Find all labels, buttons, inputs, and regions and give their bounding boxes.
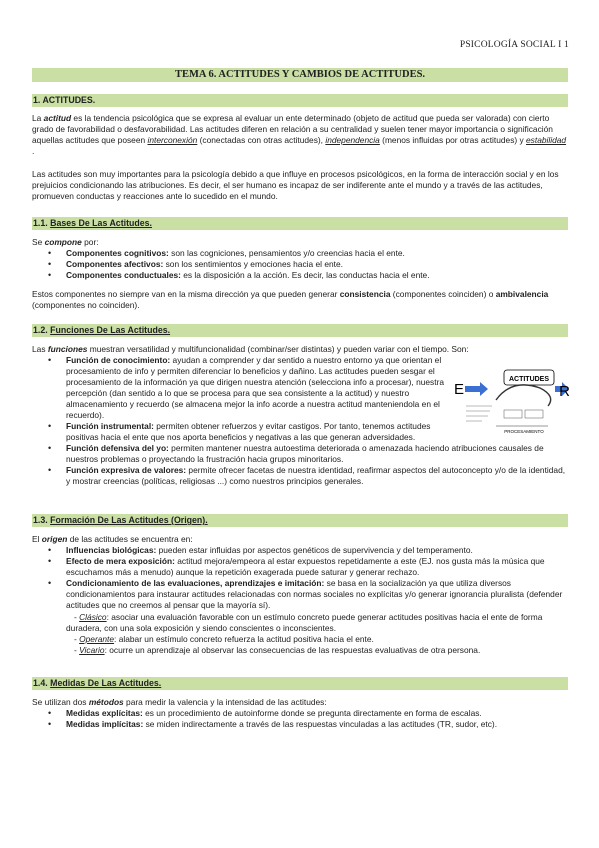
section-heading-funciones: 1.2. Funciones De Las Actitudes. — [32, 324, 568, 337]
funciones-intro: Las funciones muestran versatilidad y multifuncionalidad (combinar/ser distintas) y pueden variar con el tiempo. Son: — [32, 344, 469, 354]
list-item: • Condicionamiento de las evaluaciones, aprendizajes e imitación: se basa en la socialización ya que utiliza diversos condicionamientos para instaurar actitudes relacionadas con normas sociales no explícitas y/o generar ignorancia pluralista (defender actitudes que no creemos al pensar que la mayoría sí). — [32, 578, 568, 611]
paragraph-definicion: La actitud es la tendencia psicológica que se expresa al evaluar un ente determinado (objeto de actitud que pueda ser valorada) con cierto grado de favorabilidad o desfavorabilidad. Las actitudes diferen en relación a su centralidad y suelen tener mayor importancia o significación aquellas actitudes que poseen interconexión (conectadas con otras actitudes), independencia (menos influidas por otras actitudes) y estabilidad . — [32, 113, 567, 156]
section-heading-bases: 1.1. Bases De Las Actitudes. — [32, 217, 568, 230]
list-item: • Medidas implícitas: se miden indirectamente a través de las respuestas vinculadas a las actitudes (TR, sudor, etc). — [32, 719, 568, 730]
page-title: TEMA 6. ACTITUDES Y CAMBIOS DE ACTITUDES. — [32, 68, 568, 82]
list-item: • Función expresiva de valores: permite ofrecer facetas de nuestra identidad, reafirmar aspectos del autoconcepto y/o de la identidad, y mostrar creencias (políticas, religiosas ...) como nuestros principios generales. — [32, 465, 568, 487]
bases-list — [32, 248, 568, 281]
process-curve — [496, 385, 551, 406]
paragraph-importancia: Las actitudes son muy importantes para la psicología debido a que influye en procesos psicológicos, en la forma de interacción social y en los prejuicios condicionando las atribuciones. Es decir, el ser humano es incapaz de ser indiferente ante el mundo y a través de las actitudes, promueven conductas y reacciones ante lo sucedido en el mundo. — [32, 169, 559, 201]
list-item: • Componentes conductuales: es la disposición a la acción. Es decir, las conductas hacia el ente. — [32, 270, 568, 281]
processing-label: PROCESAMIENTO — [504, 429, 544, 434]
subtype-operante: - Operante: alabar un estímulo concreto refuerza la actitud positiva hacia el ente. — [74, 634, 374, 644]
stimulus-label: E — [454, 381, 465, 398]
medidas-intro: Se utilizan dos métodos para medir la valencia y la intensidad de las actitudes: — [32, 697, 327, 707]
formacion-subtypes — [66, 612, 568, 656]
subtype-vicario: - Vicario: ocurre un aprendizaje al observar las consecuencias de las respuestas evaluativas de otra persona. — [74, 645, 481, 655]
list-item: • Función instrumental: permiten obtener refuerzos y evitar castigos. Por tanto, tenemos actitudes positivas hacia el ente que nos aporta beneficios y negativas a las que generan adversidades. — [32, 421, 448, 443]
list-item: • Medidas explícitas: es un procedimiento de autoinforme donde se pregunta directamente en forma de escalas. — [32, 708, 568, 719]
medidas-list — [32, 708, 568, 730]
attitude-process-diagram — [452, 366, 572, 436]
arrow-right-icon — [465, 382, 488, 396]
list-item: • Influencias biológicas: pueden estar influidas por aspectos genéticos de supervivencia y del temperamento. — [32, 545, 568, 556]
list-item: • Componentes cognitivos: son las cogniciones, pensamientos y/o creencias hacia el ente. — [32, 248, 568, 259]
formacion-intro: El origen de las actitudes se encuentra en: — [32, 534, 193, 544]
list-item: • Componentes afectivos: son los sentimientos y emociones hacia el ente. — [32, 259, 568, 270]
section-heading-medidas: 1.4. Medidas De Las Actitudes. — [32, 677, 568, 690]
bases-intro: Se compone por: — [32, 237, 99, 247]
running-header: PSICOLOGÍA SOCIAL I 1 — [459, 40, 569, 50]
list-item: • Función de conocimiento: ayudan a comprender y dar sentido a nuestro entorno ya que orientan el procesamiento de info y permiten diferenciar lo beneficios y dañino. Las actitudes pueden sesgar el procesamiento de la información ya que dirigen nuestra atención (selecciona info a procesar), nuestra percepción (dan sentido a lo que se procesa para que sea consistente a la actitud) y nuestro almacenamiento y recuerdo (se almacena mejor la info acorde a nuestra actitud manteniendola en el recuerdo). — [32, 355, 448, 421]
subtype-clasico: - Clásico: asociar una evaluación favorable con un estímulo concreto puede generar actitudes positivas hacia el ente de forma duradera, con una sola exposición y siendo conscientes o inconscientes. — [66, 612, 543, 633]
diagram-box-small — [525, 410, 543, 418]
list-item: • Función defensiva del yo: permiten mantener nuestra autoestima deteriorada o amenazada haciendo atribuciones causales de nuestros problemas o proyectando la frustración hacia grupos minoritarios. — [32, 443, 568, 465]
formacion-list — [32, 545, 568, 611]
bases-consistencia: Estos componentes no siempre van en la misma dirección ya que pueden generar consistencia (componentes coinciden) o ambivalencia (componentes no coinciden). — [32, 289, 549, 310]
section-heading-formacion: 1.3. Formación De Las Actitudes (Origen). — [32, 514, 568, 527]
diagram-box-small — [504, 410, 522, 418]
section-heading-actitudes: 1. ACTITUDES. — [32, 94, 568, 107]
list-item: • Efecto de mera exposición: actitud mejora/empeora al estar expuestos repetidamente a este (EJ. nos gusta más la música que escuchamos más a menudo) aunque la repetición exagerada puede saturar y generar rechazo. — [32, 556, 568, 578]
response-label: R — [559, 383, 570, 400]
attitudes-box-label: ACTITUDES — [508, 376, 550, 383]
